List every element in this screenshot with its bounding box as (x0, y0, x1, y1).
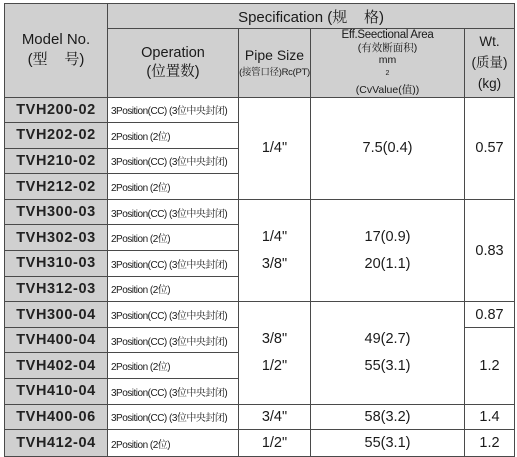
area-cell: 17(0.9) 20(1.1) (311, 199, 465, 301)
area-cell: 49(2.7) 55(3.1) (311, 302, 465, 404)
area-cell: 7.5(0.4) (311, 97, 465, 199)
operation-cell: 2Position (2位) (108, 174, 239, 200)
model-cell: TVH210-02 (5, 148, 108, 174)
operation-cell: 3Position(CC) (3位中央封闭) (108, 327, 239, 353)
operation-cell: 2Position (2位) (108, 276, 239, 302)
model-cell: TVH400-04 (5, 327, 108, 353)
operation-cell: 2Position (2位) (108, 123, 239, 149)
operation-cell: 3Position(CC) (3位中央封闭) (108, 404, 239, 430)
operation-cell: 3Position(CC) (3位中央封闭) (108, 148, 239, 174)
model-cell: TVH202-02 (5, 123, 108, 149)
pipe-size-cell: 3/8" 1/2" (239, 302, 311, 404)
table-row (5, 302, 515, 328)
weight-cell: 0.57 (465, 97, 515, 199)
pipe-size-cell: 1/2" (239, 430, 311, 457)
weight-cell: 0.83 (465, 199, 515, 301)
operation-cell: 3Position(CC) (3位中央封闭) (108, 251, 239, 277)
table-row (5, 404, 515, 430)
model-cell: TVH312-03 (5, 276, 108, 302)
operation-cell: 2Position (2位) (108, 225, 239, 251)
model-cell: TVH402-04 (5, 353, 108, 379)
table-row (5, 199, 515, 225)
model-cell: TVH300-04 (5, 302, 108, 328)
operation-cell: 2Position (2位) (108, 353, 239, 379)
operation-cell: 2Position (2位) (108, 430, 239, 457)
weight-cell: 1.2 (465, 430, 515, 457)
table-row (5, 430, 515, 457)
model-cell: TVH200-02 (5, 97, 108, 123)
area-cell: 55(3.1) (311, 430, 465, 457)
model-cell: TVH412-04 (5, 430, 108, 457)
model-cell: TVH212-02 (5, 174, 108, 200)
header-model: Model No. (型 号) (5, 4, 108, 98)
operation-cell: 3Position(CC) (3位中央封闭) (108, 199, 239, 225)
header-effective-area: Eff.Seectional Area (有效断面积) mm $^2$ (CvValue(值)) (311, 29, 465, 98)
weight-cell: 1.2 (465, 327, 515, 404)
header-weight: Wt. (质量)(kg) (465, 29, 515, 98)
operation-cell: 3Position(CC) (3位中央封闭) (108, 302, 239, 328)
model-cell: TVH302-03 (5, 225, 108, 251)
model-cell: TVH310-03 (5, 251, 108, 277)
model-cell: TVH300-03 (5, 199, 108, 225)
weight-cell: 1.4 (465, 404, 515, 430)
operation-cell: 3Position(CC) (3位中央封闭) (108, 379, 239, 405)
table-row (5, 97, 515, 123)
pipe-size-cell: 3/4" (239, 404, 311, 430)
header-specification: Specification (规 格) (108, 4, 515, 29)
header-operation: Operation (位置数) (108, 29, 239, 98)
header-pipe-size: Pipe Size (接管口径)Rc(PT) (239, 29, 311, 98)
area-cell: 58(3.2) (311, 404, 465, 430)
weight-cell: 0.87 (465, 302, 515, 328)
spec-table (4, 3, 515, 457)
pipe-size-cell: 1/4" 3/8" (239, 199, 311, 301)
operation-cell: 3Position(CC) (3位中央封闭) (108, 97, 239, 123)
model-cell: TVH410-04 (5, 379, 108, 405)
pipe-size-cell: 1/4" (239, 97, 311, 199)
model-cell: TVH400-06 (5, 404, 108, 430)
